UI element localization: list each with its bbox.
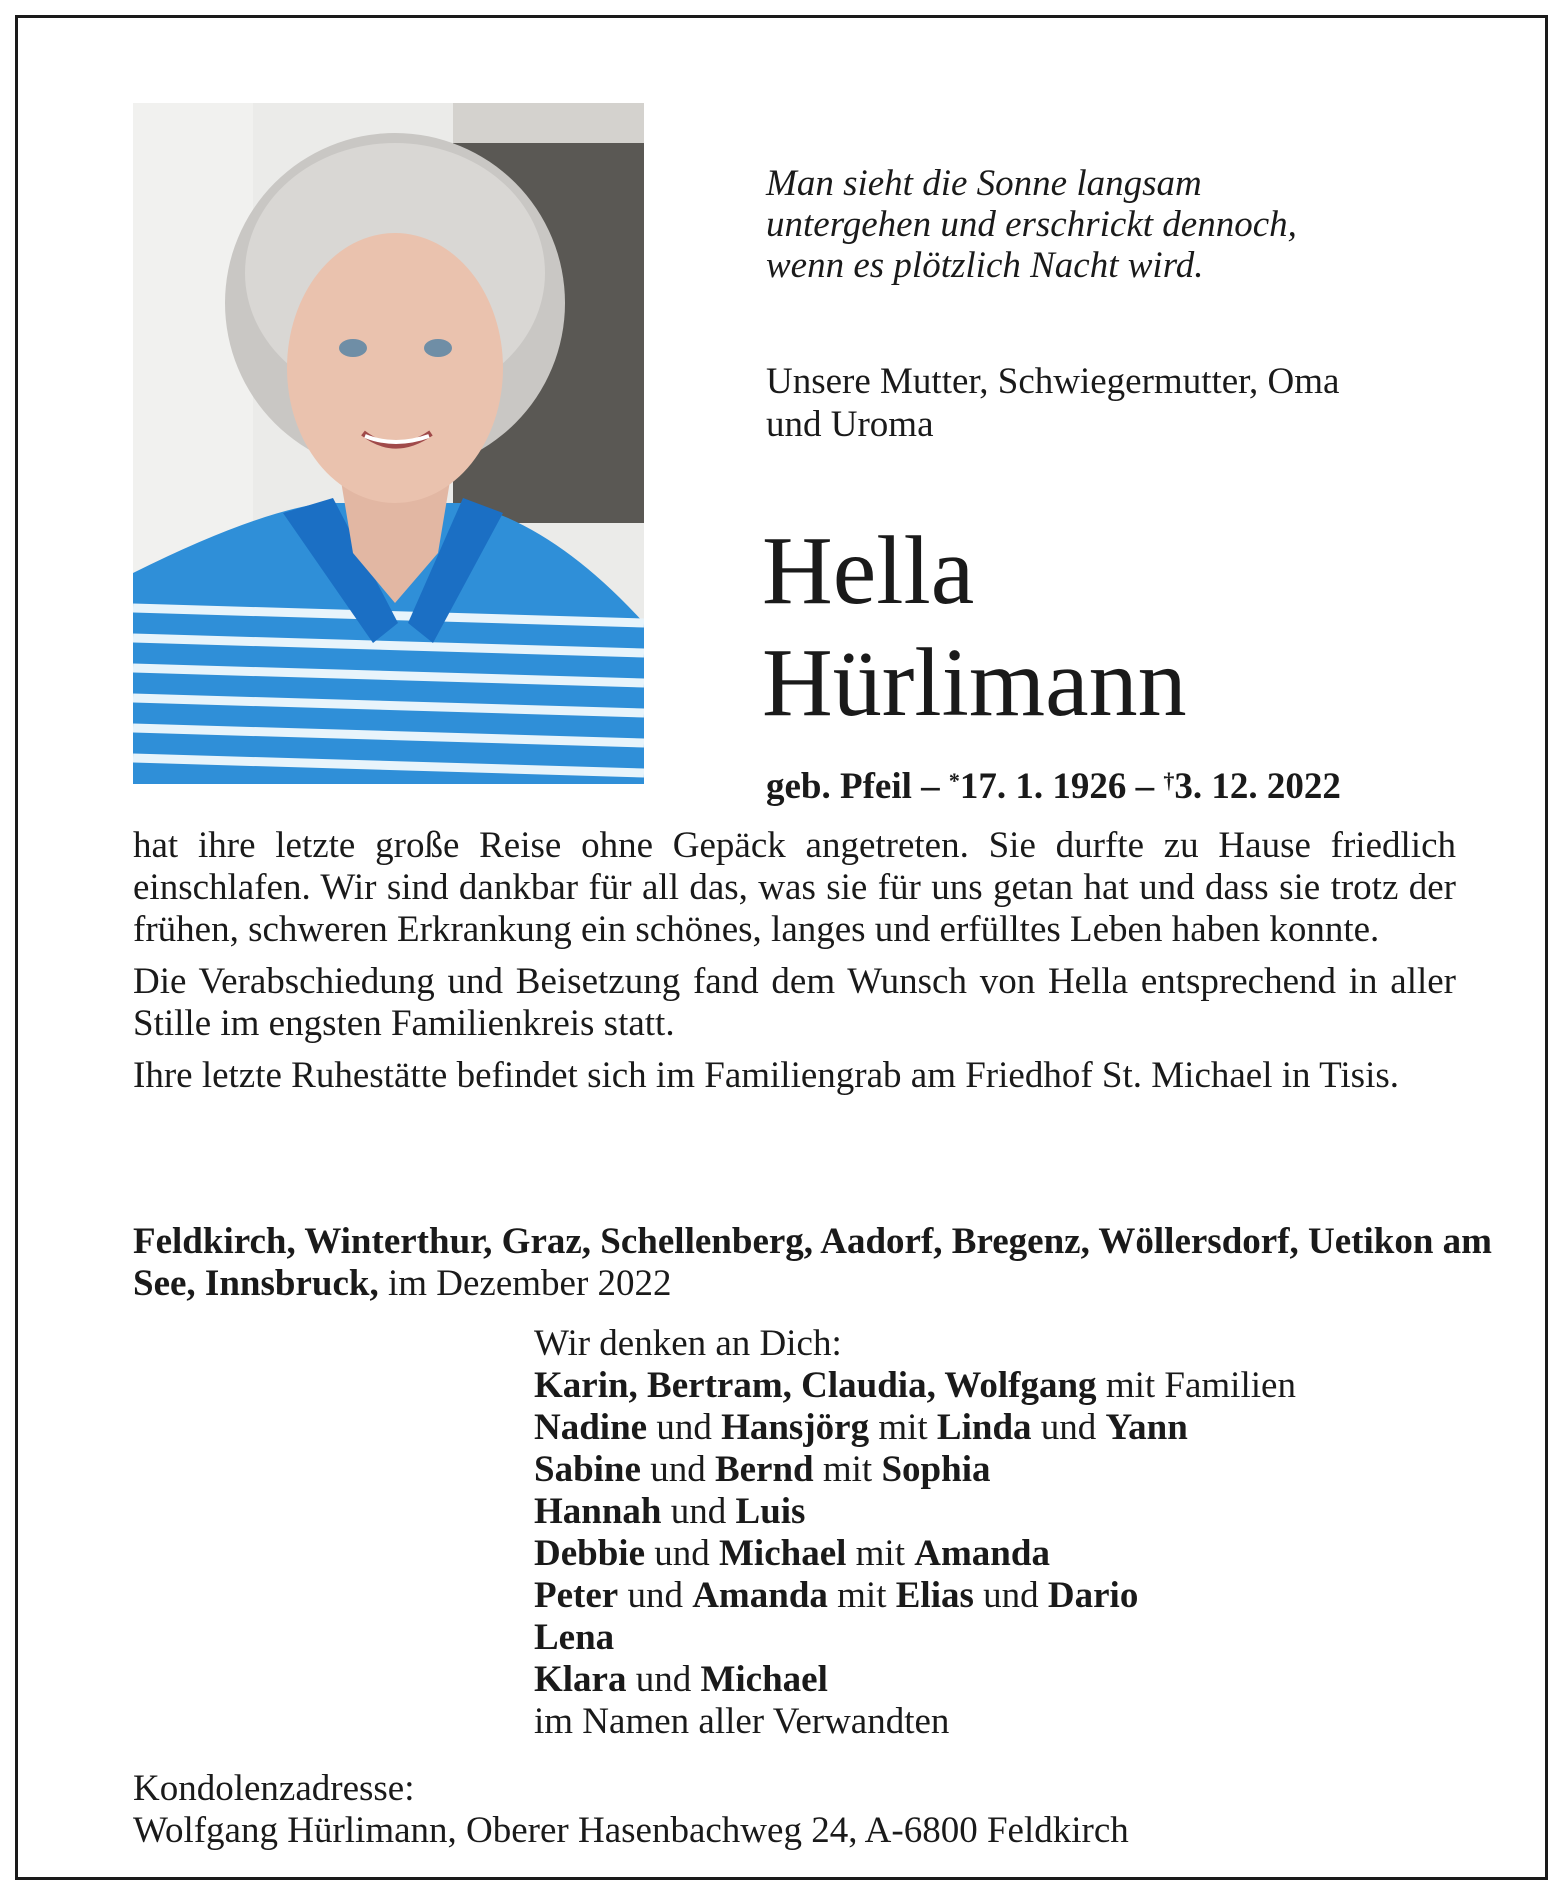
places-and-date [133,1221,1493,1305]
family-member-name: Peter [534,1575,619,1616]
family-member-name: Hannah [534,1491,662,1532]
paragraph: Ihre letzte Ruhestätte befindet sich im Familiengrab am Friedhof St. Michael in Tisis. [133,1055,1400,1096]
date-separator: – [1135,766,1155,807]
family-member-name: Elias [895,1575,974,1616]
family-line [534,1533,1534,1575]
family-member-name: Amanda [692,1575,828,1616]
birth-name: geb. Pfeil [766,766,912,807]
family-connector: und [640,1449,715,1490]
family-line [534,1575,1534,1617]
first-name: Hella [762,517,975,625]
condolence-address-text: Wolfgang Hürlimann, Oberer Hasenbachweg 24, A-6800 Feldkirch [133,1810,1129,1851]
family-connector: und [645,1533,719,1574]
family-member-name: Yann [1105,1407,1188,1448]
family-connector: und [626,1659,701,1700]
family-member-name: Lena [534,1617,615,1658]
family-member-name: Sabine [534,1449,641,1490]
family-line [534,1617,1534,1659]
family-member-name: Debbie [534,1533,645,1574]
family-member-name: Linda [936,1407,1032,1448]
family-connector: mit [827,1575,896,1616]
family-line [534,1659,1534,1701]
notice-date: im Dezember 2022 [387,1263,672,1304]
family-line [534,1491,1534,1533]
family-intro: Wir denken an Dich: [534,1323,842,1364]
family-member-name: Bernd [714,1449,814,1490]
portrait-illustration [133,103,644,784]
family-connector: mit [846,1533,915,1574]
family-member-name: Michael [719,1533,847,1574]
family-connector: und [618,1575,693,1616]
family-line [534,1449,1534,1491]
family-member-name: Karin, Bertram, Claudia, Wolfgang [534,1365,1097,1406]
obituary-text [133,825,1456,1107]
last-name: Hürlimann [762,629,1187,737]
date-separator: – [921,766,940,807]
life-dates [766,760,1486,808]
condolence-address [133,1768,1493,1852]
family-connector: und [647,1407,722,1448]
family-closing: im Namen aller Verwandten [534,1701,950,1742]
family-connector: mit Familien [1096,1365,1296,1406]
deceased-name [762,515,1542,739]
family-member-name: Nadine [534,1407,648,1448]
family-connector: und [661,1491,736,1532]
family-member-name: Amanda [914,1533,1050,1574]
family-member-name: Luis [735,1491,806,1532]
family-list [534,1365,1534,1701]
family-member-name: Sophia [881,1449,991,1490]
family-line [534,1365,1534,1407]
place-list: Feldkirch, Winterthur, Graz, Schellenberg, Aadorf, Bregenz, Wöllersdorf, Uetikon am See, Innsbruck, [133,1221,1492,1304]
birth-symbol: * [948,768,960,793]
family-member-name: Dario [1047,1575,1139,1616]
paragraph: hat ihre letzte große Reise ohne Gepäck angetreten. Sie durfte zu Hause friedlich einschlafen. Wir sind dankbar für all das, was sie für uns getan hat und dass sie trotz der frühen, schweren Erkrankung ein schönes, langes und erfülltes Leben haben konnte. [133,825,1456,950]
paragraph: Die Verabschiedung und Beisetzung fand dem Wunsch von Hella entsprechend in aller Stille im engsten Familienkreis statt. [133,961,1456,1044]
family-member-name: Klara [534,1659,627,1700]
birth-date: 17. 1. 1926 [959,766,1127,807]
relation-line: Unsere Mutter, Schwiegermutter, Oma und Uroma [766,361,1340,445]
death-symbol: † [1163,768,1175,793]
family-connector: mit [813,1449,882,1490]
portrait-photo [133,103,644,784]
family-connector: mit [869,1407,937,1448]
obituary-notice [15,15,1548,1880]
family-connector: und [973,1575,1048,1616]
death-date: 3. 12. 2022 [1174,766,1341,807]
memorial-quote: Man sieht die Sonne langsam untergehen und erschrickt dennoch, wenn es plötzlich Nacht wird. [766,163,1297,286]
family-signatures [534,1323,1534,1743]
condolence-label: Kondolenzadresse: [133,1768,415,1809]
family-member-name: Hansjörg [721,1407,870,1448]
family-member-name: Michael [700,1659,828,1700]
family-connector: und [1031,1407,1106,1448]
family-line [534,1407,1534,1449]
